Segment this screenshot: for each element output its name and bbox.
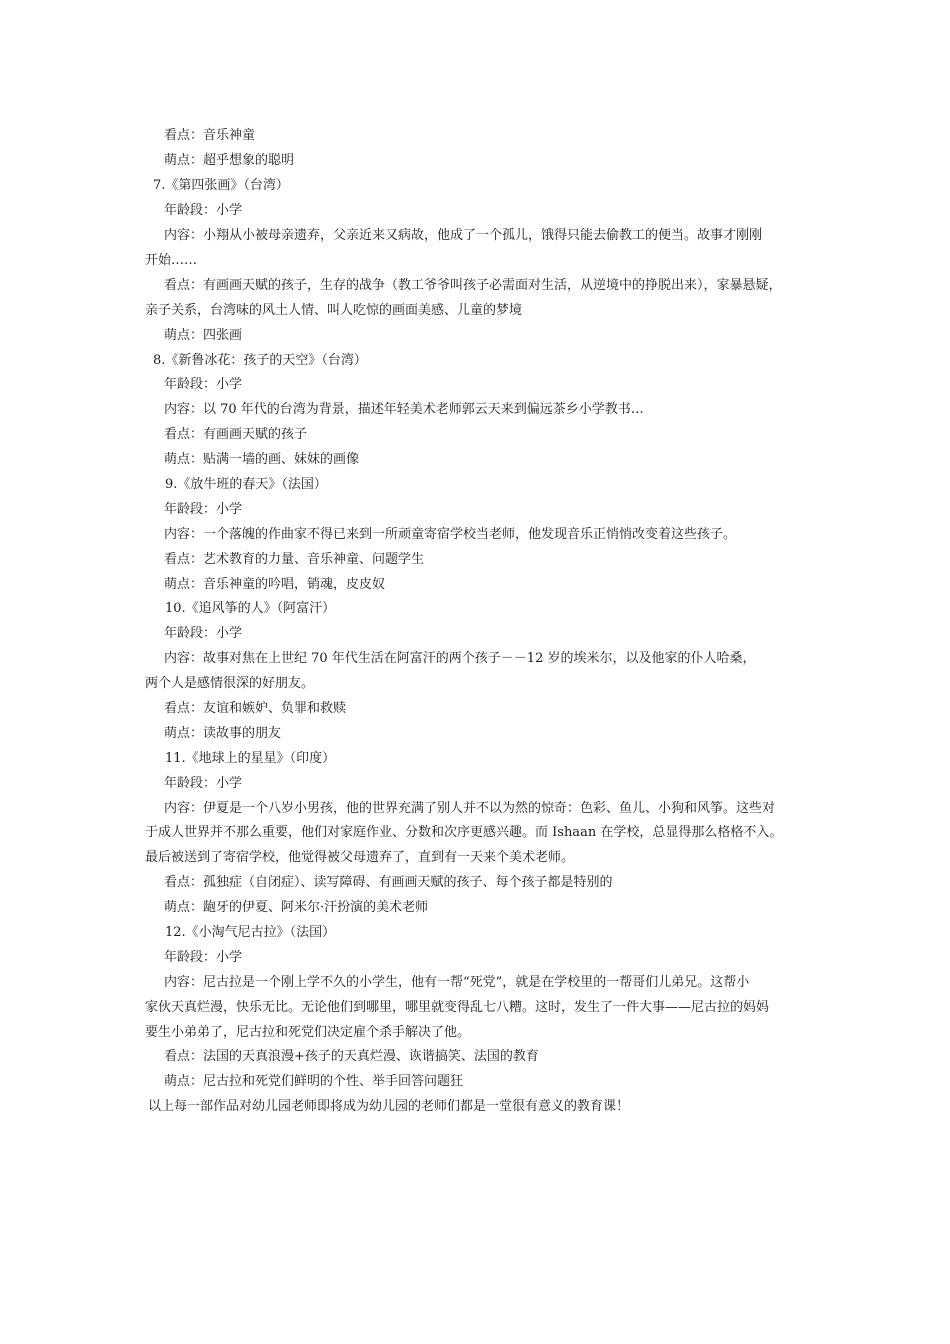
content-line-cont: 两个人是感情很深的好朋友。 bbox=[145, 676, 315, 691]
cute-point-line: 萌点：龅牙的伊夏、阿米尔·汗扮演的美术老师 bbox=[164, 900, 429, 915]
cute-point-line: 萌点：贴满一墙的画、妹妹的画像 bbox=[164, 452, 360, 467]
cute-point-line: 萌点：读故事的朋友 bbox=[164, 726, 282, 741]
content-line-cont: 要生小弟弟了，尼古拉和死党们决定雇个杀手解决了他。 bbox=[145, 1025, 471, 1040]
highlight-line: 看点：法国的天真浪漫+孩子的天真烂漫、诙谐搞笑、法国的教育 bbox=[164, 1049, 539, 1064]
highlight-line: 看点：有画画天赋的孩子，生存的战争（教工爷爷叫孩子必需面对生活，从逆境中的挣脱出来），家暴悬疑， bbox=[164, 278, 782, 293]
highlight-line-cont: 亲子关系，台湾味的风土人情、叫人吃惊的画面美感、儿童的梦境 bbox=[145, 303, 523, 318]
cute-point-line: 萌点：音乐神童的吟唱，销魂，皮皮奴 bbox=[164, 577, 386, 592]
age-group-line: 年龄段：小学 bbox=[164, 950, 243, 965]
age-group-line: 年龄段：小学 bbox=[164, 626, 243, 641]
content-line: 内容：伊夏是一个八岁小男孩，他的世界充满了别人并不以为然的惊奇：色彩、鱼儿、小狗和风筝。这些对 bbox=[164, 801, 776, 816]
content-line-cont: 家伙天真烂漫，快乐无比。无论他们到哪里，哪里就变得乱七八糟。这时，发生了一件大事——尼古拉的妈妈 bbox=[145, 1000, 770, 1015]
age-group-line: 年龄段：小学 bbox=[164, 377, 243, 392]
highlight-line: 看点：音乐神童 bbox=[164, 128, 256, 143]
content-line: 内容：小翔从小被母亲遗弃，父亲近来又病故，他成了一个孤儿，饿得只能去偷教工的便当。故事才刚刚 bbox=[164, 228, 763, 243]
content-line-cont: 最后被送到了寄宿学校，他觉得被父母遗弃了，直到有一天来个美术老师。 bbox=[145, 850, 575, 865]
age-group-line: 年龄段：小学 bbox=[164, 203, 243, 218]
movie-title-11: 11.《地球上的星星》（印度） bbox=[165, 751, 336, 766]
content-line: 内容：一个落魄的作曲家不得已来到一所顽童寄宿学校当老师，他发现音乐正悄悄改变着这些孩子。 bbox=[164, 527, 737, 542]
highlight-line: 看点：艺术教育的力量、音乐神童、问题学生 bbox=[164, 552, 425, 567]
age-group-line: 年龄段：小学 bbox=[164, 776, 243, 791]
movie-title-9: 9.《放牛班的春天》（法国） bbox=[165, 477, 327, 492]
cute-point-line: 萌点：尼古拉和死党们鲜明的个性、举手回答问题狂 bbox=[164, 1074, 464, 1089]
cute-point-line: 萌点：超乎想象的聪明 bbox=[164, 153, 295, 168]
movie-title-10: 10.《追风筝的人》（阿富汗） bbox=[165, 601, 336, 616]
highlight-line: 看点：有画画天赋的孩子 bbox=[164, 427, 308, 442]
content-line-cont: 于成人世界并不那么重要，他们对家庭作业、分数和次序更感兴趣。而 Ishaan 在学校，总显得那么格格不入。 bbox=[145, 825, 783, 840]
cute-point-line: 萌点：四张画 bbox=[164, 328, 243, 343]
content-line: 内容：以 70 年代的台湾为背景，描述年轻美术老师郭云天来到偏远茶乡小学教书… bbox=[164, 402, 644, 417]
content-line: 内容：故事对焦在上世纪 70 年代生活在阿富汗的两个孩子－－12 岁的埃米尔，以及他家的仆人哈桑， bbox=[164, 651, 756, 666]
age-group-line: 年龄段：小学 bbox=[164, 502, 243, 517]
movie-title-7: 7.《第四张画》（台湾） bbox=[153, 178, 289, 193]
highlight-line: 看点：孤独症（自闭症）、读写障碍、有画画天赋的孩子、每个孩子都是特别的 bbox=[164, 875, 613, 890]
content-line-cont: 开始…… bbox=[145, 253, 198, 268]
closing-statement: 以上每一部作品对幼儿园老师即将成为幼儿园的老师们都是一堂很有意义的教育课！ bbox=[148, 1099, 630, 1114]
highlight-line: 看点：友谊和嫉妒、负罪和救赎 bbox=[164, 701, 347, 716]
content-line: 内容：尼古拉是一个刚上学不久的小学生，他有一帮“死党”，就是在学校里的一帮哥们儿弟兄。这帮小 bbox=[164, 975, 750, 990]
movie-title-12: 12.《小淘气尼古拉》（法国） bbox=[165, 925, 336, 940]
movie-title-8: 8.《新鲁冰花：孩子的天空》（台湾） bbox=[153, 353, 367, 368]
